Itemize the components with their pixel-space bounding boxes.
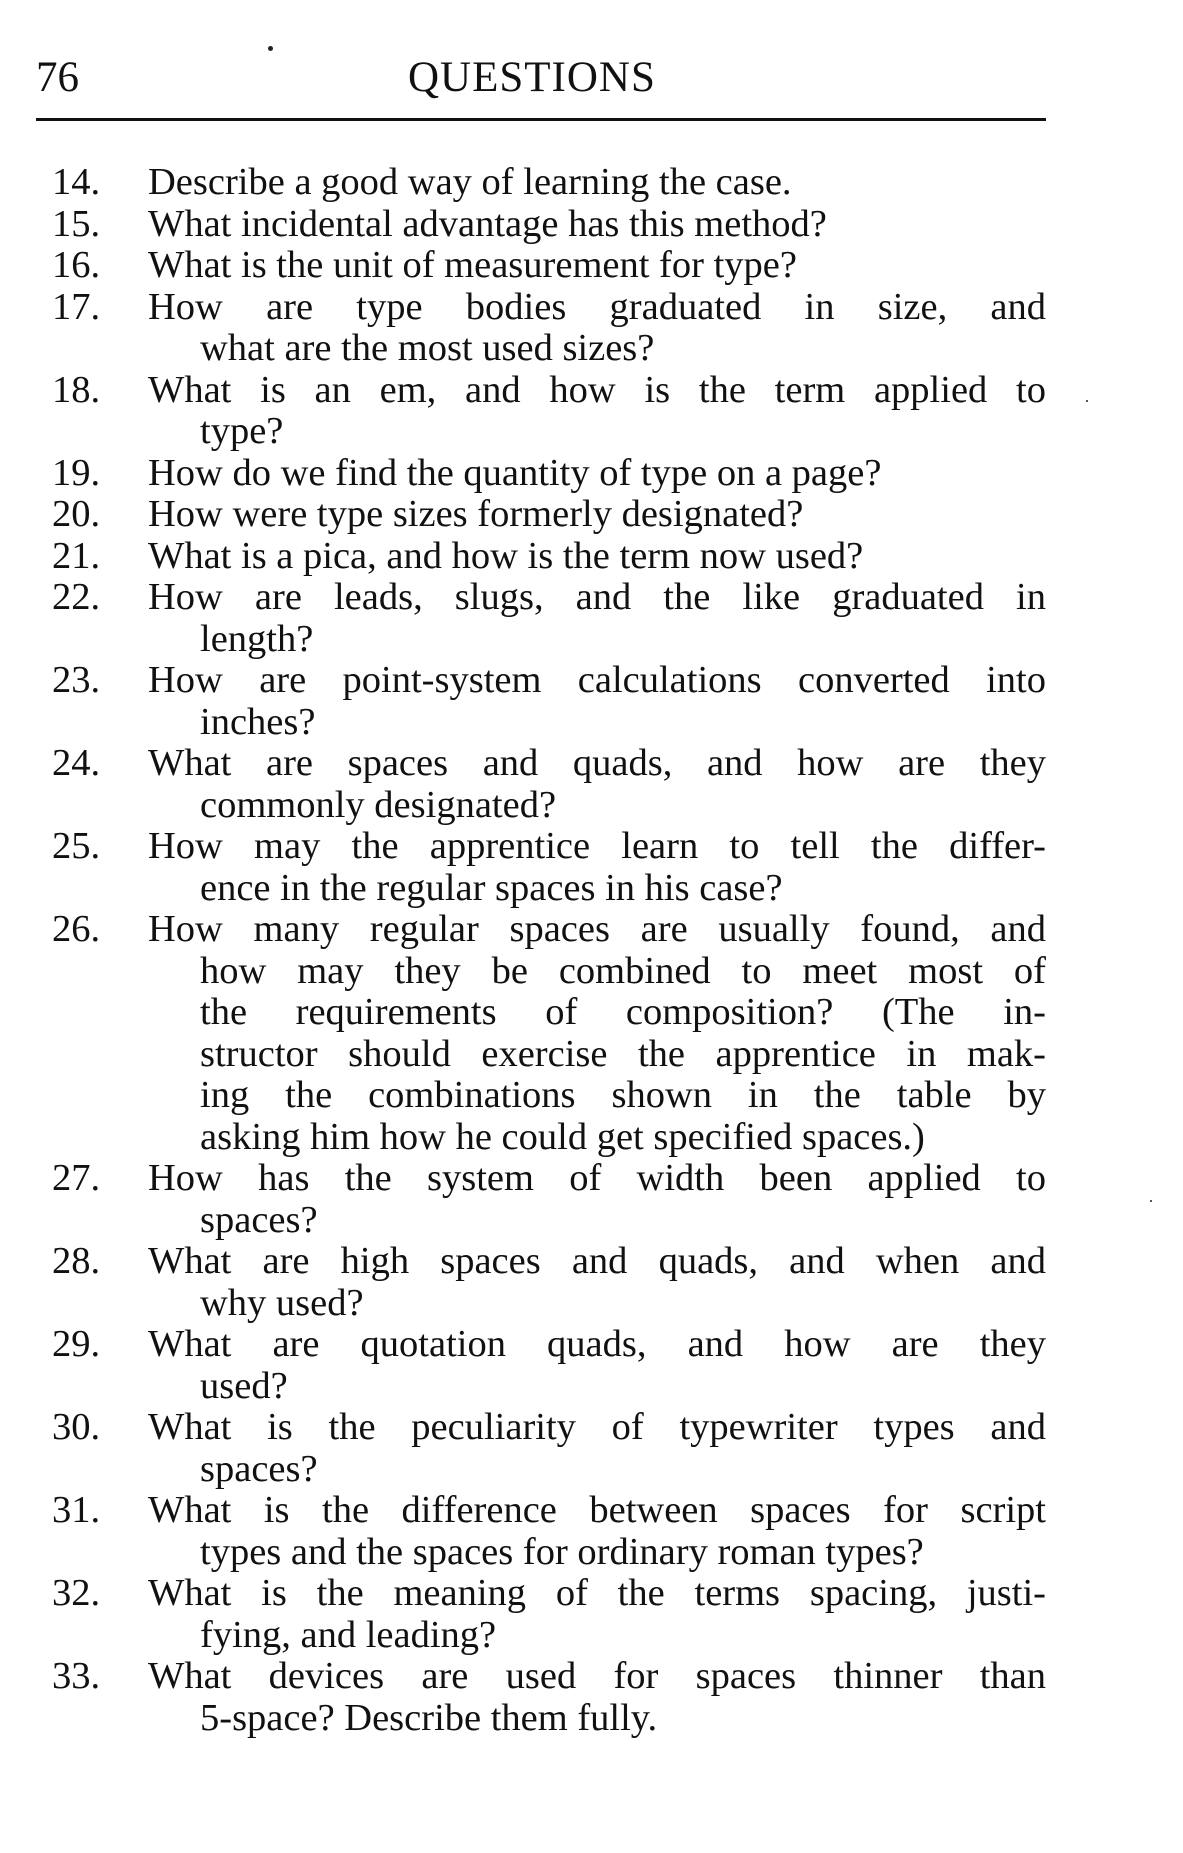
question-number: 31.	[52, 1489, 101, 1531]
question-item	[52, 1490, 1046, 1573]
question-line: What is the difference between spaces for script	[148, 1489, 1046, 1531]
question-item	[52, 1241, 1046, 1324]
question-text	[148, 245, 1046, 287]
question-line: How do we find the quantity of type on a page?	[148, 451, 882, 494]
question-line: How many regular spaces are usually found, and	[148, 908, 1046, 950]
question-item	[52, 1407, 1046, 1490]
question-text	[148, 494, 1046, 536]
question-number: 24.	[52, 742, 101, 784]
question-line: What devices are used for spaces thinner than	[148, 1655, 1046, 1697]
ink-speck	[268, 46, 273, 51]
question-line: asking him how he could get specified spaces.)	[200, 1115, 925, 1158]
question-number: 23.	[52, 659, 101, 701]
question-line: the requirements of composition? (The in-	[200, 991, 1046, 1033]
question-item	[52, 743, 1046, 826]
question-item	[52, 660, 1046, 743]
question-item	[52, 370, 1046, 453]
question-item	[52, 1158, 1046, 1241]
question-text	[148, 453, 1046, 495]
question-item	[52, 494, 1046, 536]
question-number: 14.	[52, 161, 101, 203]
question-item	[52, 245, 1046, 287]
question-line: What are spaces and quads, and how are they	[148, 742, 1046, 784]
question-text	[148, 536, 1046, 578]
question-line: What is an em, and how is the term applied to	[148, 368, 1046, 411]
running-head: QUESTIONS	[408, 54, 656, 101]
question-text	[148, 1324, 1046, 1407]
page-header	[36, 48, 1046, 108]
question-line: 5-space? Describe them fully.	[200, 1696, 658, 1739]
question-line: used?	[200, 1364, 288, 1407]
question-item	[52, 204, 1046, 246]
ink-speck	[1086, 400, 1088, 402]
question-text	[148, 909, 1046, 1158]
question-item	[52, 1324, 1046, 1407]
question-line: What are quotation quads, and how are they	[148, 1323, 1046, 1365]
question-line: spaces?	[200, 1447, 318, 1490]
question-text	[148, 1490, 1046, 1573]
question-line: inches?	[200, 700, 316, 743]
question-text	[148, 1158, 1046, 1241]
question-number: 19.	[52, 451, 101, 494]
question-text	[148, 660, 1046, 743]
question-line: ing the combinations shown in the table by	[200, 1074, 1046, 1116]
question-number: 33.	[52, 1655, 101, 1697]
question-text	[148, 1407, 1046, 1490]
question-line: spaces?	[200, 1198, 318, 1241]
question-line: How has the system of width been applied to	[148, 1157, 1046, 1199]
question-number: 20.	[52, 493, 101, 535]
question-number: 18.	[52, 368, 101, 411]
question-text	[148, 826, 1046, 909]
question-number: 15.	[52, 202, 101, 245]
header-rule	[36, 118, 1046, 121]
question-text	[148, 577, 1046, 660]
question-text	[148, 204, 1046, 246]
question-line: How are type bodies graduated in size, and	[148, 285, 1046, 328]
question-text	[148, 162, 1046, 204]
question-text	[148, 370, 1046, 453]
question-line: What incidental advantage has this method?	[148, 202, 827, 245]
question-line: fying, and leading?	[200, 1613, 497, 1656]
question-item	[52, 162, 1046, 204]
question-number: 32.	[52, 1572, 101, 1614]
question-line: structor should exercise the apprentice in mak-	[200, 1032, 1046, 1075]
question-number: 21.	[52, 534, 101, 577]
question-list	[52, 162, 1046, 1739]
question-line: What are high spaces and quads, and when and	[148, 1240, 1046, 1282]
question-item	[52, 1656, 1046, 1739]
page-number: 76	[36, 54, 79, 101]
question-line: How were type sizes formerly designated?	[148, 493, 804, 535]
question-text	[148, 1573, 1046, 1656]
question-line: why used?	[200, 1281, 364, 1324]
question-item	[52, 1573, 1046, 1656]
question-number: 17.	[52, 285, 101, 328]
question-number: 16.	[52, 244, 101, 286]
question-line: ence in the regular spaces in his case?	[200, 866, 783, 909]
question-number: 25.	[52, 825, 101, 867]
question-number: 26.	[52, 908, 101, 950]
question-item	[52, 453, 1046, 495]
question-item	[52, 577, 1046, 660]
question-line: how may they be combined to meet most of	[200, 949, 1046, 992]
question-item	[52, 287, 1046, 370]
question-line: types and the spaces for ordinary roman types?	[200, 1530, 924, 1573]
question-line: Describe a good way of learning the case.	[148, 161, 792, 203]
question-line: length?	[200, 617, 314, 660]
question-line: what are the most used sizes?	[200, 327, 655, 369]
question-item	[52, 909, 1046, 1158]
question-line: How are leads, slugs, and the like graduated in	[148, 576, 1046, 618]
question-item	[52, 536, 1046, 578]
question-line: What is a pica, and how is the term now used?	[148, 534, 864, 577]
question-number: 28.	[52, 1240, 101, 1282]
question-text	[148, 1241, 1046, 1324]
question-text	[148, 1656, 1046, 1739]
question-item	[52, 826, 1046, 909]
question-line: type?	[200, 410, 284, 452]
question-line: What is the peculiarity of typewriter types and	[148, 1406, 1046, 1448]
question-line: What is the meaning of the terms spacing, justi-	[148, 1572, 1046, 1614]
question-line: How may the apprentice learn to tell the differ-	[148, 825, 1046, 867]
question-line: commonly designated?	[200, 783, 557, 826]
question-number: 30.	[52, 1406, 101, 1448]
question-line: What is the unit of measurement for type?	[148, 244, 797, 286]
question-line: How are point-system calculations converted into	[148, 659, 1046, 701]
question-number: 29.	[52, 1323, 101, 1365]
question-number: 22.	[52, 576, 101, 618]
question-text	[148, 287, 1046, 370]
question-number: 27.	[52, 1157, 101, 1199]
ink-speck	[1150, 1200, 1152, 1202]
question-text	[148, 743, 1046, 826]
